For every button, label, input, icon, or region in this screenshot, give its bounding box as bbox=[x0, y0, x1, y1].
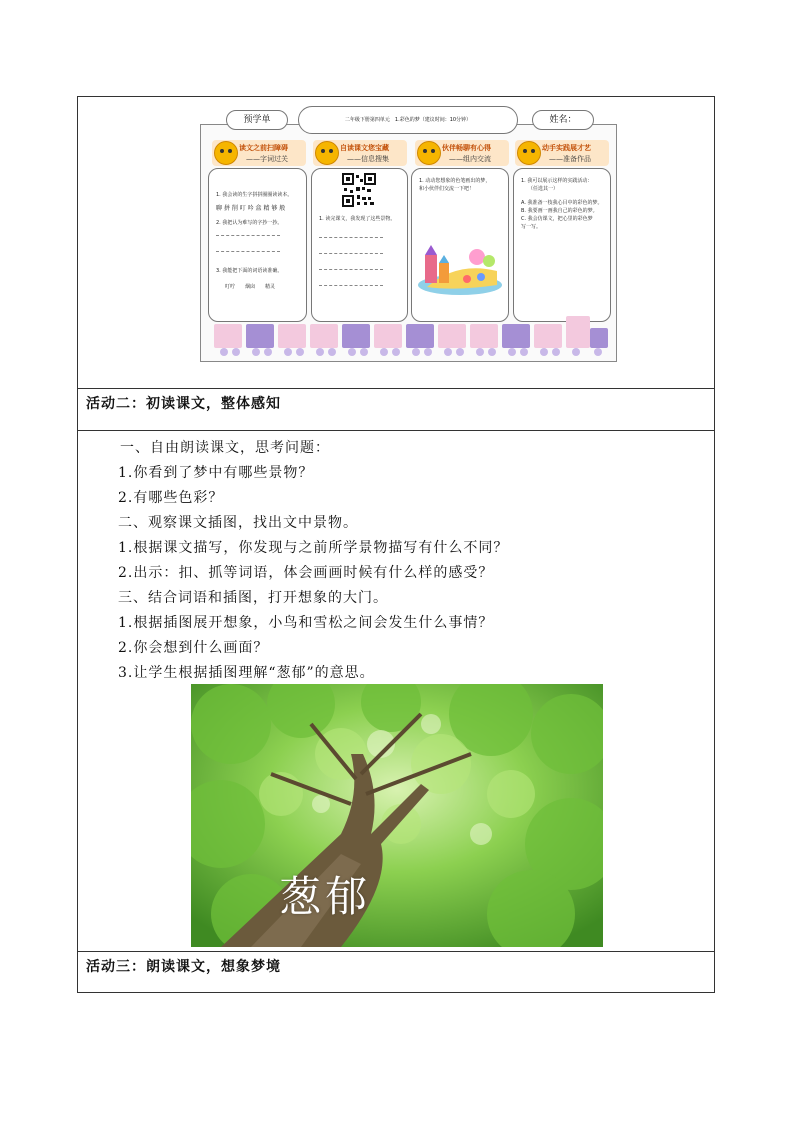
worksheet-card-1: 读文之前扫障碍 ——字词过关 bbox=[212, 140, 306, 166]
laughing-emoji-icon bbox=[417, 141, 441, 165]
dream-castle-illustration bbox=[417, 241, 503, 297]
thumbs-up-emoji-icon bbox=[517, 141, 541, 165]
lesson-table bbox=[77, 96, 715, 993]
surprised-emoji-icon bbox=[315, 141, 339, 165]
activity2-content-row bbox=[78, 431, 714, 952]
tree-canopy-illustration bbox=[191, 684, 603, 947]
worksheet-panel-3: 1. 动动您想象的色笔画出的梦， 和小伙伴们交流一下吧！ bbox=[411, 168, 509, 322]
preview-worksheet bbox=[200, 102, 615, 360]
activity2-line-3: 2.有哪些色彩？ bbox=[118, 490, 224, 506]
glasses-emoji-icon bbox=[214, 141, 238, 165]
activity2-line-5: 1.根据课文描写，你发现与之前所学景物描写有什么不同？ bbox=[118, 540, 509, 556]
worksheet-card-4: 动手实践展才艺 ——准备作品 bbox=[515, 140, 609, 166]
activity2-line-6: 2.出示：扣、抓等词语，体会画画时候有什么样的感受？ bbox=[118, 565, 494, 581]
worksheet-panel-1: 1. 我会读的生字拼拼圈圈读读本。 聊 拼 削 叮 吟 盒 精 够 般 2. 我把认为难写的字抄一抄。 3. 我能把下面的词语读准确。 叮咛 烟囱 精灵 bbox=[208, 168, 307, 322]
worksheet-card-3: 伙伴畅聊有心得 ——组内交流 bbox=[415, 140, 509, 166]
activity2-header: 活动二：初读课文，整体感知 bbox=[86, 396, 281, 412]
worksheet-tab-center: 二年级下册第四单元 1.彩色的梦（建议时间：10分钟） bbox=[298, 106, 518, 134]
worksheet-tab-right: 姓名： bbox=[532, 110, 594, 130]
activity3-header-row bbox=[78, 952, 714, 992]
activity2-line-7: 三、结合词语和插图，打开想象的大门。 bbox=[118, 590, 388, 606]
photo-caption: 葱郁 bbox=[279, 872, 372, 921]
qr-code-icon bbox=[342, 173, 376, 207]
activity2-header-row bbox=[78, 389, 714, 431]
activity2-line-1: 一、自由朗读课文，思考问题： bbox=[120, 440, 330, 456]
activity2-line-10: 3.让学生根据插图理解“葱郁”的意思。 bbox=[118, 665, 375, 681]
activity2-line-9: 2.你会想到什么画面？ bbox=[118, 640, 269, 656]
activity3-header: 活动三：朗读课文，想象梦境 bbox=[86, 959, 281, 975]
worksheet-panel-2: 1. 读完课文，我发现了这些景物。 bbox=[311, 168, 408, 322]
worksheet-card-2: 自读课文您宝藏 ——信息搜集 bbox=[313, 140, 407, 166]
worksheet-row bbox=[78, 97, 714, 389]
activity2-line-2: 1.你看到了梦中有哪些景物？ bbox=[118, 465, 314, 481]
worksheet-tab-left: 预学单 bbox=[226, 110, 288, 130]
activity2-line-4: 二、观察课文插图，找出文中景物。 bbox=[118, 515, 358, 531]
activity2-line-8: 1.根据插图展开想象，小鸟和雪松之间会发生什么事情？ bbox=[118, 615, 494, 631]
worksheet-panel-4: 1. 我可以展示这样的实践活动： （任选其一） A. 我准备一枝我心目中的彩色的梦。 B. 我要画一画我自己的彩色的梦。 C. 我会仿课文，把心里的彩色梦 写一写。 bbox=[513, 168, 611, 322]
lush-tree-photo bbox=[191, 684, 603, 947]
